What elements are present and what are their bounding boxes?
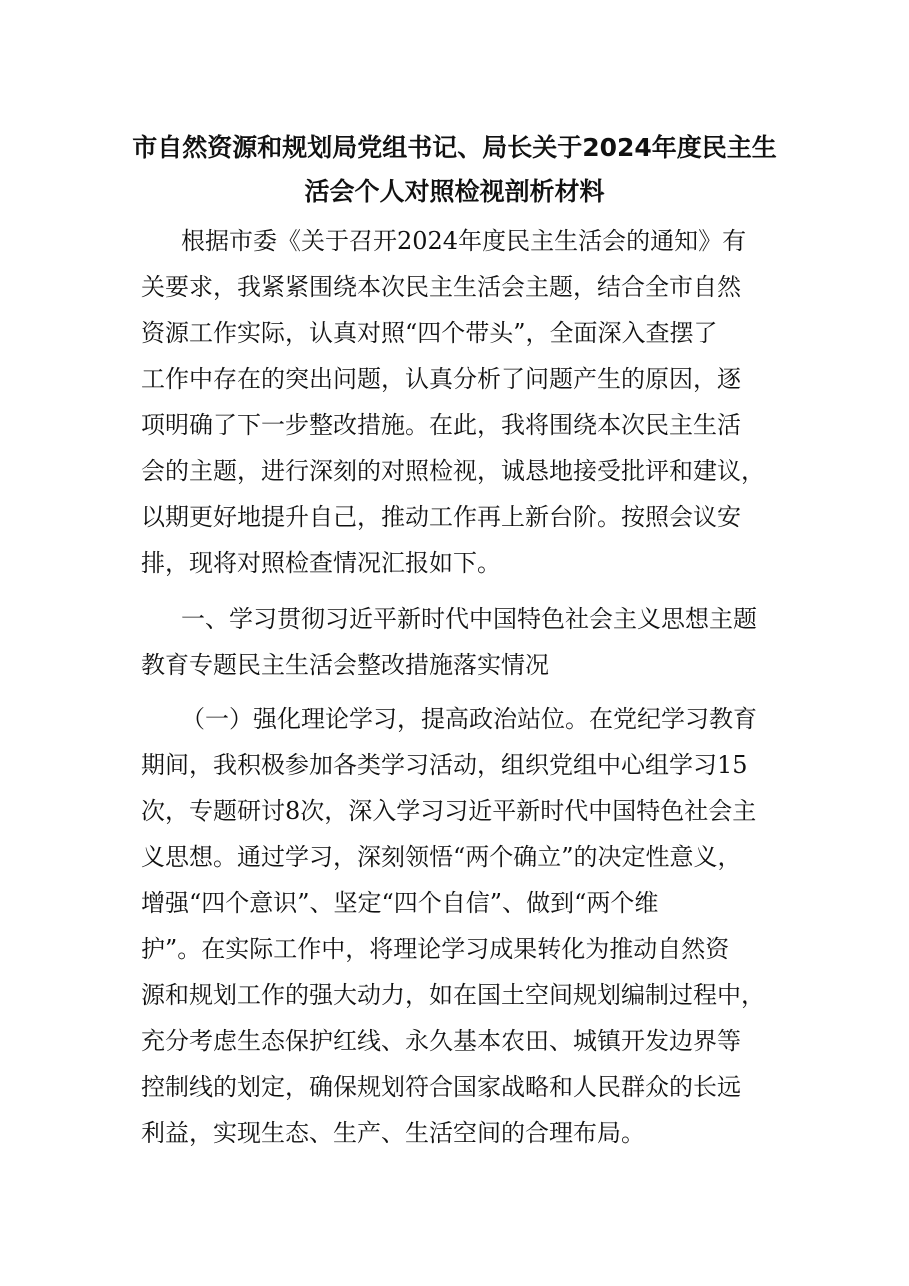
paragraph-line: 以期更好地提升自己，推动工作再上新台阶。按照会议安 (141, 503, 741, 531)
paragraph-line: 项明确了下一步整改措施。在此，我将围绕本次民主生活 (141, 411, 741, 439)
paragraph-line: 增强“四个意识”、坚定“四个自信”、做到“两个维 (141, 889, 659, 917)
paragraph-line: 次，专题研讨8次，深入学习习近平新时代中国特色社会主 (141, 797, 757, 825)
paragraph-line: 资源工作实际，认真对照“四个带头”，全面深入查摆了 (141, 319, 718, 347)
paragraph-line: 期间，我积极参加各类学习活动，组织党组中心组学习15 (141, 751, 748, 779)
paragraph-line: 排，现将对照检查情况汇报如下。 (141, 549, 501, 577)
section-heading-line: 一、学习贯彻习近平新时代中国特色社会主义思想主题 (181, 605, 757, 633)
document-title-line-1: 市自然资源和规划局党组书记、局长关于2024年度民主生 (132, 133, 777, 162)
paragraph-line: 根据市委《关于召开2024年度民主生活会的通知》有 (181, 227, 747, 255)
paragraph-line: 义思想。通过学习，深刻领悟“两个确立”的决定性意义， (141, 843, 742, 871)
paragraph-line: 利益，实现生态、生产、生活空间的合理布局。 (141, 1119, 645, 1147)
paragraph-line: 充分考虑生态保护红线、永久基本农田、城镇开发边界等 (141, 1027, 741, 1055)
section-heading-line: 教育专题民主生活会整改措施落实情况 (141, 651, 549, 679)
paragraph-line: （一）强化理论学习，提高政治站位。在党纪学习教育 (181, 705, 757, 733)
paragraph-line: 工作中存在的突出问题，认真分析了问题产生的原因，逐 (141, 365, 741, 393)
paragraph-line: 关要求，我紧紧围绕本次民主生活会主题，结合全市自然 (141, 273, 741, 301)
paragraph-line: 源和规划工作的强大动力，如在国土空间规划编制过程中， (141, 981, 765, 1009)
paragraph-line: 护”。在实际工作中，将理论学习成果转化为推动自然资 (141, 935, 730, 963)
document-title-line-2: 活会个人对照检视剖析材料 (304, 177, 605, 206)
paragraph-line: 控制线的划定，确保规划符合国家战略和人民群众的长远 (141, 1073, 741, 1101)
paragraph-line: 会的主题，进行深刻的对照检视，诚恳地接受批评和建议， (141, 457, 765, 485)
